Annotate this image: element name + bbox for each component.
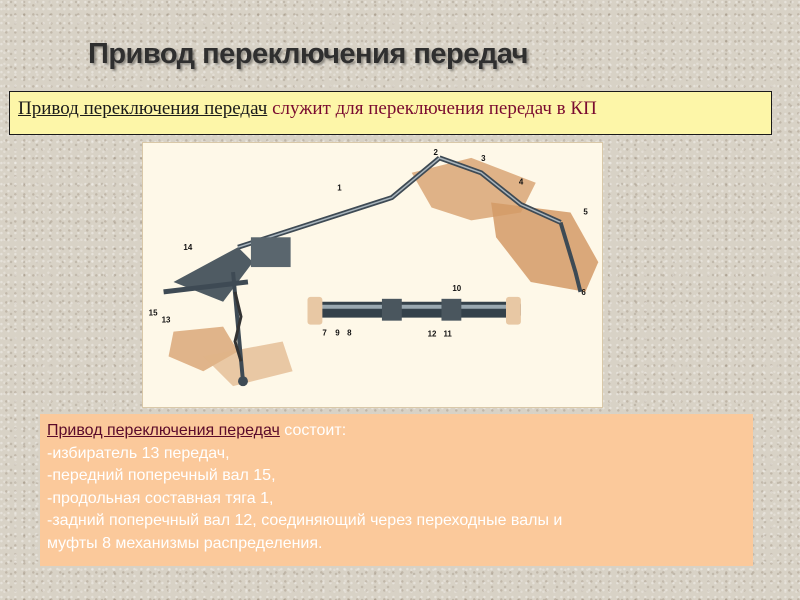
- description-heading: [47, 420, 746, 443]
- callout-11: 11: [443, 329, 452, 339]
- callout-9: 9: [335, 328, 340, 338]
- description-lead: состоит:: [279, 422, 347, 439]
- callout-12: 12: [427, 329, 437, 339]
- callout-13: 13: [161, 315, 171, 325]
- description-line-5: муфты 8 механизмы распределения.: [47, 534, 323, 552]
- selector-housing: [174, 247, 253, 302]
- description-box: [40, 414, 753, 566]
- coupling-left: [307, 297, 322, 325]
- shaft-sleeve: [382, 299, 402, 321]
- shaft-sleeve: [441, 299, 461, 321]
- callout-3: 3: [481, 153, 486, 163]
- callout-15: 15: [148, 308, 158, 318]
- bracket: [251, 237, 291, 267]
- description-line-3: -продольная составная тяга 1,: [47, 489, 274, 507]
- callout-10: 10: [452, 283, 462, 293]
- rear-cross-shaft-highlight: [317, 305, 515, 309]
- callout-8: 8: [347, 328, 352, 338]
- description-term: Привод переключения передач: [47, 422, 280, 439]
- callout-14: 14: [183, 243, 193, 253]
- intro-term: Привод переключения передач: [18, 98, 268, 119]
- drive-mechanism-drawing: [143, 143, 602, 407]
- callout-2: 2: [433, 147, 438, 157]
- callout-1: 1: [337, 183, 342, 193]
- description-line-1: -избиратель 13 передач,: [47, 444, 230, 462]
- intro-text: служит для переключения передач в КП: [267, 98, 597, 119]
- gearshift-drive-illustration: [142, 142, 603, 408]
- lever-knob: [238, 376, 248, 386]
- intro-text-box: [9, 91, 772, 135]
- description-line-4: -задний поперечный вал 12, соединяющий через переходные валы и: [47, 512, 563, 529]
- slide-title: Привод переключения передач: [88, 38, 528, 70]
- longitudinal-rod: [238, 158, 439, 247]
- longitudinal-rod-highlight: [238, 158, 439, 247]
- callout-4: 4: [518, 177, 524, 187]
- callout-6: 6: [581, 287, 586, 297]
- coupling-right: [506, 297, 521, 325]
- description-line-2: -передний поперечный вал 15,: [47, 467, 276, 484]
- callout-5: 5: [583, 207, 588, 217]
- callout-7: 7: [322, 328, 327, 338]
- rear-cross-shaft: [312, 302, 520, 318]
